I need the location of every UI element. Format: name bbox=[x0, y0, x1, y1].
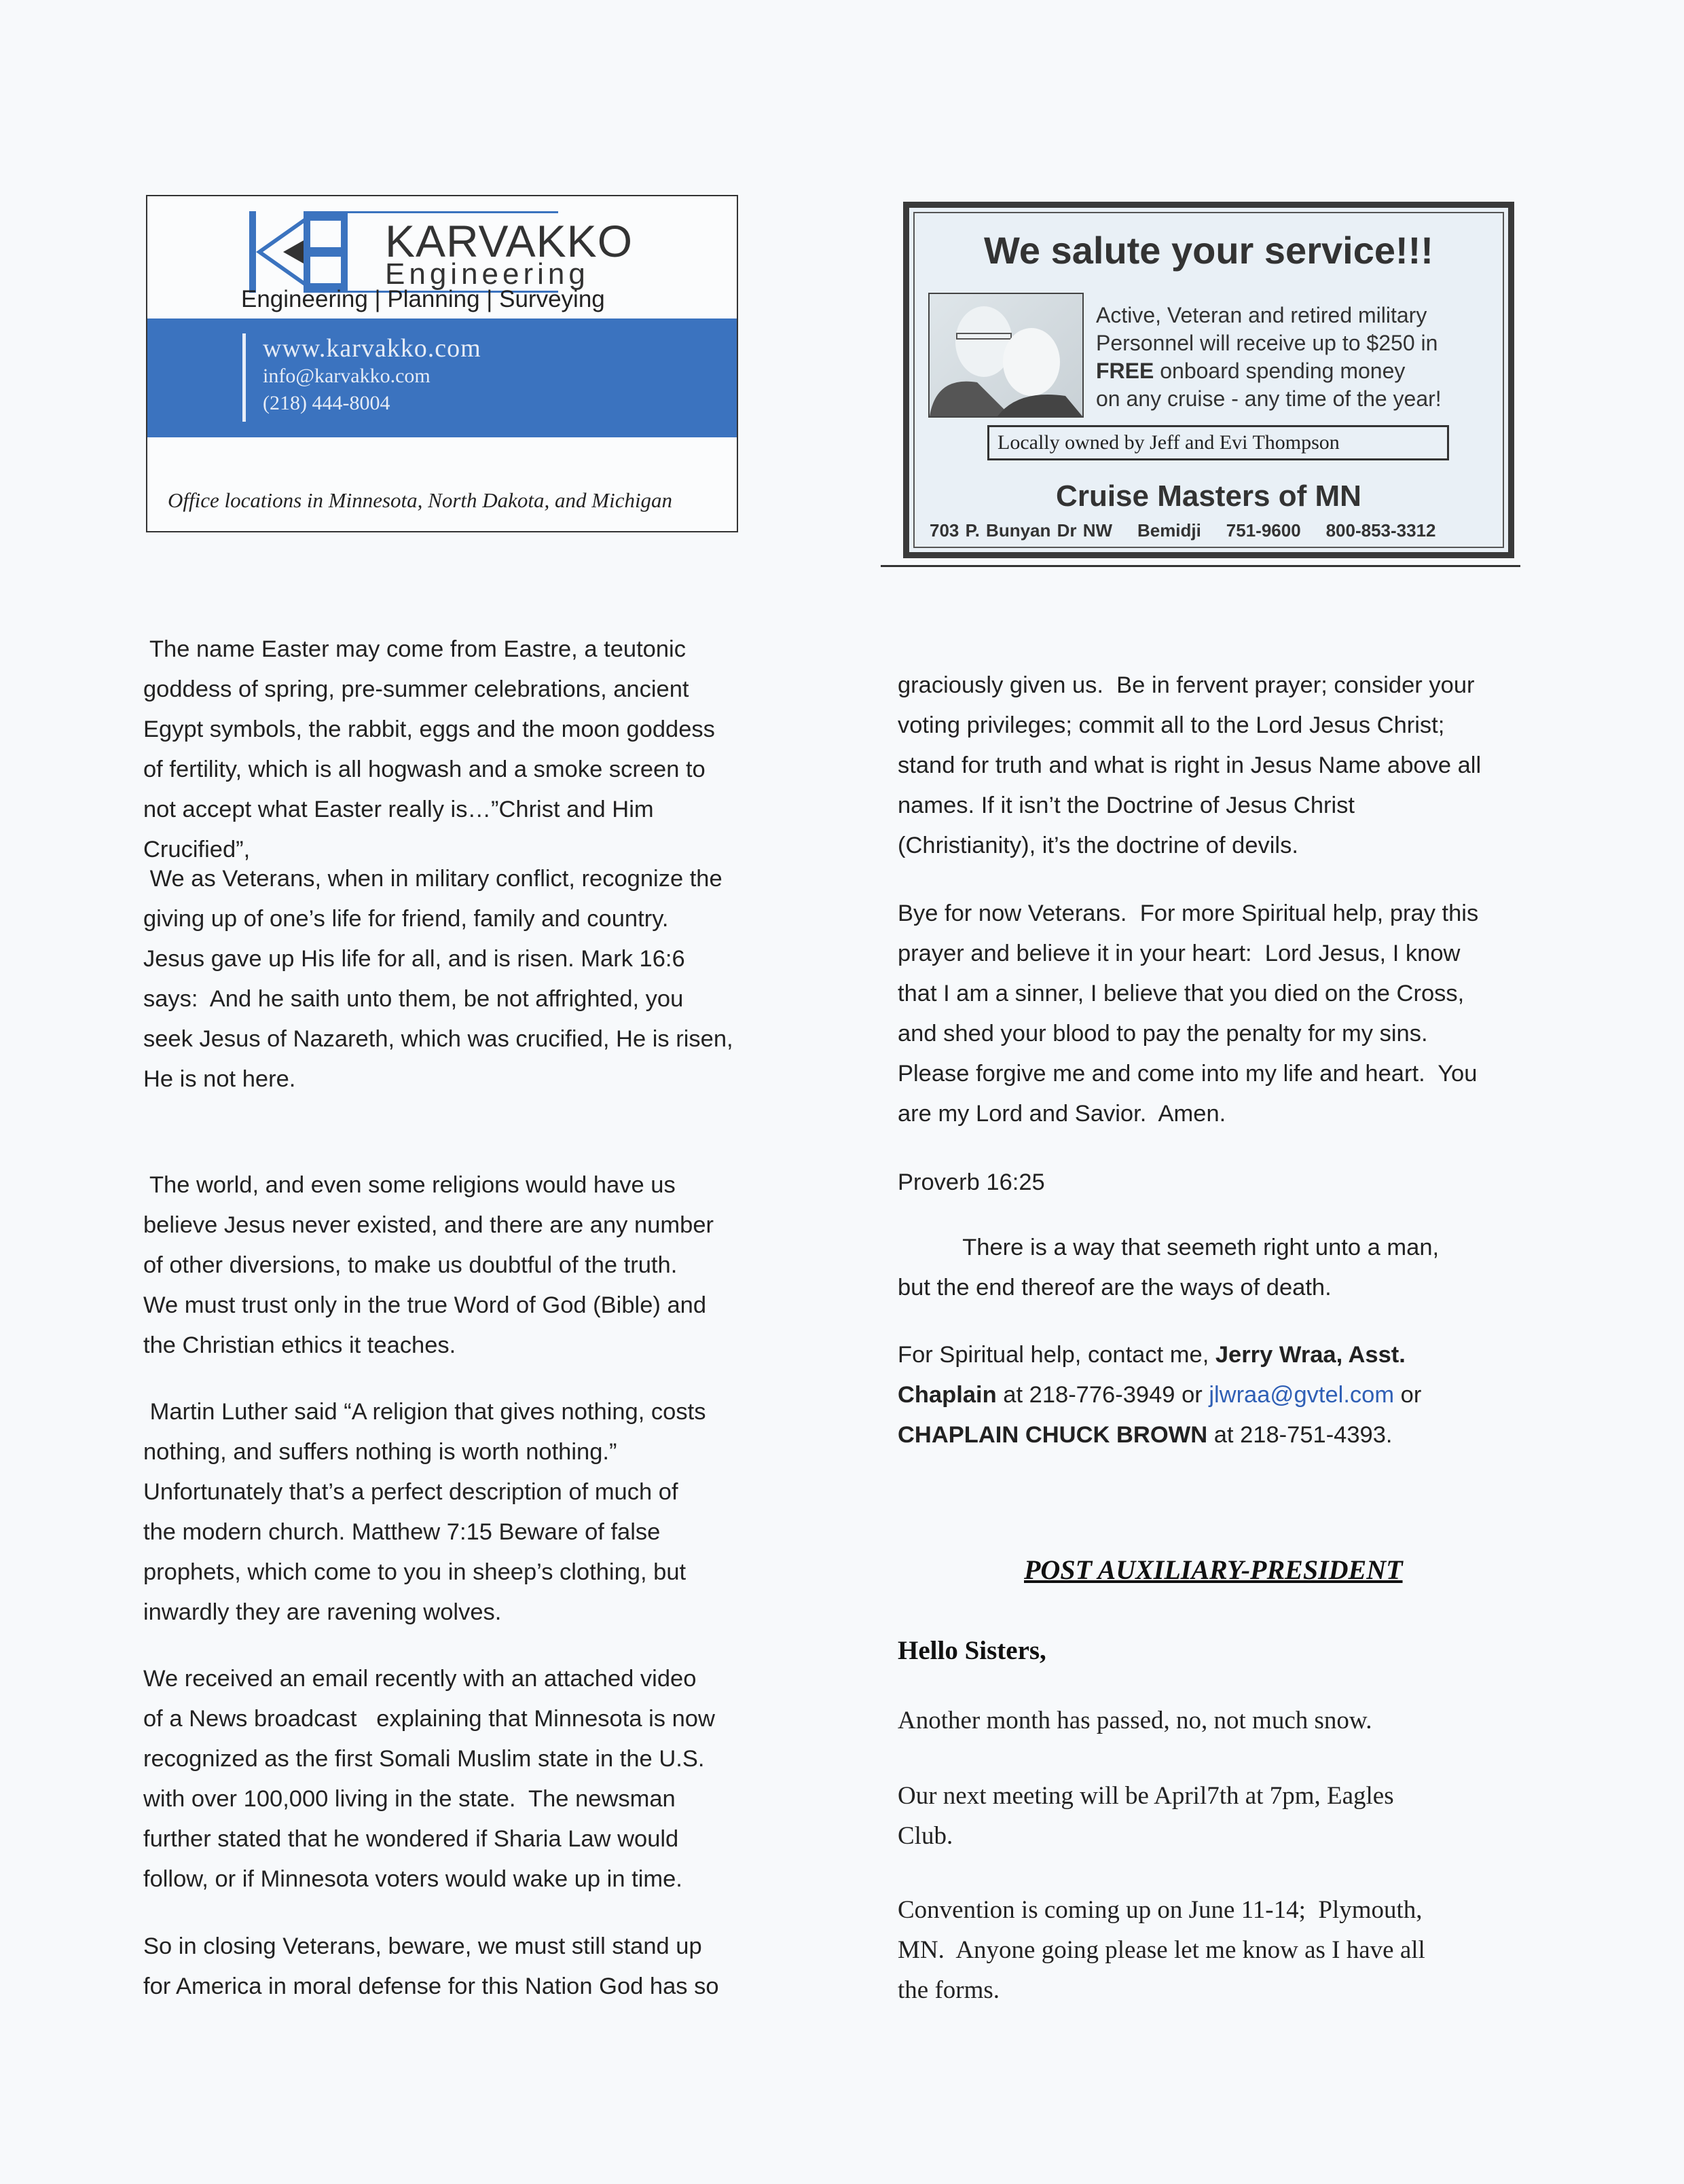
text-line: giving up of one’s life for friend, family and country. bbox=[143, 906, 669, 932]
text-line: MN. Anyone going please let me know as I have all bbox=[898, 1936, 1425, 1964]
text-line: further stated that he wondered if Sharia Law would bbox=[143, 1826, 679, 1852]
paragraph bbox=[143, 859, 733, 1099]
ad-copy bbox=[1096, 302, 1442, 413]
company-subname: Engineering bbox=[385, 257, 589, 291]
text-line: Martin Luther said “A religion that gives nothing, costs bbox=[143, 1399, 706, 1425]
text: at 218-776-3949 or bbox=[996, 1382, 1209, 1408]
text-line bbox=[898, 1335, 1421, 1375]
text-line: the modern church. Matthew 7:15 Beware of false bbox=[143, 1519, 661, 1545]
text-line: not accept what Easter really is…”Christ and Him bbox=[143, 797, 654, 822]
text-line: goddess of spring, pre-summer celebrations, ancient bbox=[143, 676, 689, 702]
text-line: There is a way that seemeth right unto a man, bbox=[898, 1235, 1440, 1260]
text-line: of other diversions, to make us doubtful of the truth. bbox=[143, 1252, 678, 1278]
ad-copy-line: Active, Veteran and retired military bbox=[1096, 303, 1427, 327]
paragraph bbox=[898, 666, 1481, 866]
text-line: Egypt symbols, the rabbit, eggs and the moon goddess bbox=[143, 716, 715, 742]
text-line: graciously given us. Be in fervent prayer; consider your bbox=[898, 672, 1475, 698]
paragraph bbox=[143, 630, 715, 870]
paragraph bbox=[143, 1659, 715, 1899]
text-line: He is not here. bbox=[143, 1066, 296, 1092]
text-line bbox=[898, 1375, 1421, 1415]
text-line: Unfortunately that’s a perfect description of much of bbox=[143, 1479, 678, 1505]
text-line: So in closing Veterans, beware, we must still stand up bbox=[143, 1933, 702, 1959]
text-line: Convention is coming up on June 11-14; Plymouth, bbox=[898, 1896, 1423, 1924]
text-line: are my Lord and Savior. Amen. bbox=[898, 1101, 1226, 1127]
text: For Spiritual help, contact me, bbox=[898, 1342, 1215, 1368]
email-link[interactable]: jlwraa@gvtel.com bbox=[1209, 1382, 1395, 1408]
contact-name: Jerry Wraa, Asst. bbox=[1215, 1342, 1406, 1368]
text-line: Bye for now Veterans. For more Spiritual help, pray this bbox=[898, 900, 1479, 926]
toll-free-phone: 800-853-3312 bbox=[1325, 520, 1436, 541]
text-line: with over 100,000 living in the state. The newsman bbox=[143, 1786, 676, 1812]
text-line: nothing, and suffers nothing is worth nothing.” bbox=[143, 1439, 617, 1465]
greeting: Hello Sisters, bbox=[898, 1636, 1046, 1665]
text-line: that I am a sinner, I believe that you died on the Cross, bbox=[898, 981, 1465, 1006]
text-line: Jesus gave up His life for all, and is risen. Mark 16:6 bbox=[143, 946, 685, 972]
ad-copy-line: Personnel will receive up to $250 in bbox=[1096, 331, 1438, 355]
karvakko-ad bbox=[146, 195, 738, 532]
text-line: voting privileges; commit all to the Lord Jesus Christ; bbox=[898, 712, 1445, 738]
owner-box: Locally owned by Jeff and Evi Thompson bbox=[987, 425, 1449, 460]
text-line: follow, or if Minnesota voters would wake up in time. bbox=[143, 1866, 682, 1892]
ad-copy-line: on any cruise - any time of the year! bbox=[1096, 386, 1442, 411]
text-line bbox=[898, 1415, 1421, 1455]
text-line: of fertility, which is all hogwash and a smoke screen to bbox=[143, 757, 706, 782]
text-line: We must trust only in the true Word of God (Bible) and bbox=[143, 1292, 707, 1318]
couple-photo bbox=[928, 293, 1084, 418]
chaplain-name: CHAPLAIN CHUCK BROWN bbox=[898, 1422, 1208, 1448]
ad-headline: We salute your service!!! bbox=[984, 229, 1433, 272]
text-line: but the end thereof are the ways of death. bbox=[898, 1275, 1332, 1300]
office-locations: Office locations in Minnesota, North Dakota, and Michigan bbox=[168, 488, 673, 512]
business-name: Cruise Masters of MN bbox=[1056, 479, 1361, 513]
text-line: prophets, which come to you in sheep’s clothing, but bbox=[143, 1559, 687, 1585]
text-line: We received an email recently with an attached video bbox=[143, 1666, 697, 1692]
ad-copy-text: onboard spending money bbox=[1160, 359, 1406, 383]
text-line: believe Jesus never existed, and there are any number bbox=[143, 1212, 714, 1238]
text-line: The world, and even some religions would have us bbox=[143, 1172, 676, 1198]
contact-band bbox=[147, 318, 737, 437]
text-line: inwardly they are ravening wolves. bbox=[143, 1599, 502, 1625]
free-emphasis: FREE bbox=[1096, 359, 1154, 383]
contact-title: Chaplain bbox=[898, 1382, 997, 1408]
contact-paragraph bbox=[898, 1335, 1421, 1455]
text-line: Crucified”, bbox=[143, 837, 251, 862]
divider-rule bbox=[881, 565, 1520, 567]
website-link[interactable]: www.karvakko.com bbox=[263, 334, 481, 363]
text-line: of a News broadcast explaining that Minnesota is now bbox=[143, 1706, 715, 1732]
text-line: Proverb 16:25 bbox=[898, 1169, 1045, 1195]
paragraph bbox=[898, 1776, 1394, 1856]
paragraph bbox=[143, 1392, 706, 1633]
text-line: Another month has passed, no, not much snow. bbox=[898, 1707, 1372, 1734]
cruise-masters-ad bbox=[903, 202, 1514, 558]
text-line: Please forgive me and come into my life and heart. You bbox=[898, 1061, 1478, 1087]
email-link[interactable]: info@karvakko.com bbox=[263, 365, 431, 387]
city: Bemidji bbox=[1137, 520, 1201, 541]
people-photo-icon bbox=[930, 294, 1082, 416]
text-line: the forms. bbox=[898, 1976, 1000, 2004]
paragraph bbox=[898, 1890, 1425, 2010]
section-heading: POST AUXILIARY-PRESIDENT bbox=[1024, 1554, 1403, 1585]
text: at 218-751-4393. bbox=[1207, 1422, 1393, 1448]
text-line: The name Easter may come from Eastre, a teutonic bbox=[143, 636, 686, 662]
local-phone: 751-9600 bbox=[1226, 520, 1301, 541]
company-name: KARVAKKO bbox=[385, 216, 634, 266]
text-line: says: And he saith unto them, be not affrighted, you bbox=[143, 986, 684, 1012]
text-line: and shed your blood to pay the penalty for my sins. bbox=[898, 1021, 1428, 1046]
tagline: Engineering | Planning | Surveying bbox=[241, 286, 605, 312]
text-line: (Christianity), it’s the doctrine of devils. bbox=[898, 833, 1298, 858]
ad-copy-line bbox=[1096, 357, 1442, 385]
text-line: recognized as the first Somali Muslim state in the U.S. bbox=[143, 1746, 705, 1772]
text-line: for America in moral defense for this Nation God has so bbox=[143, 1973, 719, 1999]
paragraph bbox=[898, 1228, 1439, 1308]
paragraph bbox=[898, 1700, 1372, 1741]
divider bbox=[242, 333, 246, 422]
text-line: Club. bbox=[898, 1822, 953, 1850]
text-line: Our next meeting will be April7th at 7pm, Eagles bbox=[898, 1782, 1394, 1810]
text-line: stand for truth and what is right in Jesus Name above all bbox=[898, 752, 1482, 778]
text-line: the Christian ethics it teaches. bbox=[143, 1332, 456, 1358]
address: 703 P. Bunyan Dr NW bbox=[930, 520, 1113, 541]
phone-number: (218) 444-8004 bbox=[263, 392, 390, 414]
text-line: names. If it isn’t the Doctrine of Jesus Christ bbox=[898, 793, 1355, 818]
text-line: We as Veterans, when in military conflict, recognize the bbox=[143, 866, 722, 892]
text-line: prayer and believe it in your heart: Lord Jesus, I know bbox=[898, 941, 1461, 966]
paragraph bbox=[898, 894, 1478, 1134]
text: or bbox=[1394, 1382, 1422, 1408]
paragraph bbox=[898, 1163, 1045, 1203]
paragraph bbox=[143, 1165, 714, 1366]
text-line: seek Jesus of Nazareth, which was crucified, He is risen, bbox=[143, 1026, 733, 1052]
paragraph bbox=[143, 1927, 719, 2007]
business-contact bbox=[930, 520, 1436, 541]
